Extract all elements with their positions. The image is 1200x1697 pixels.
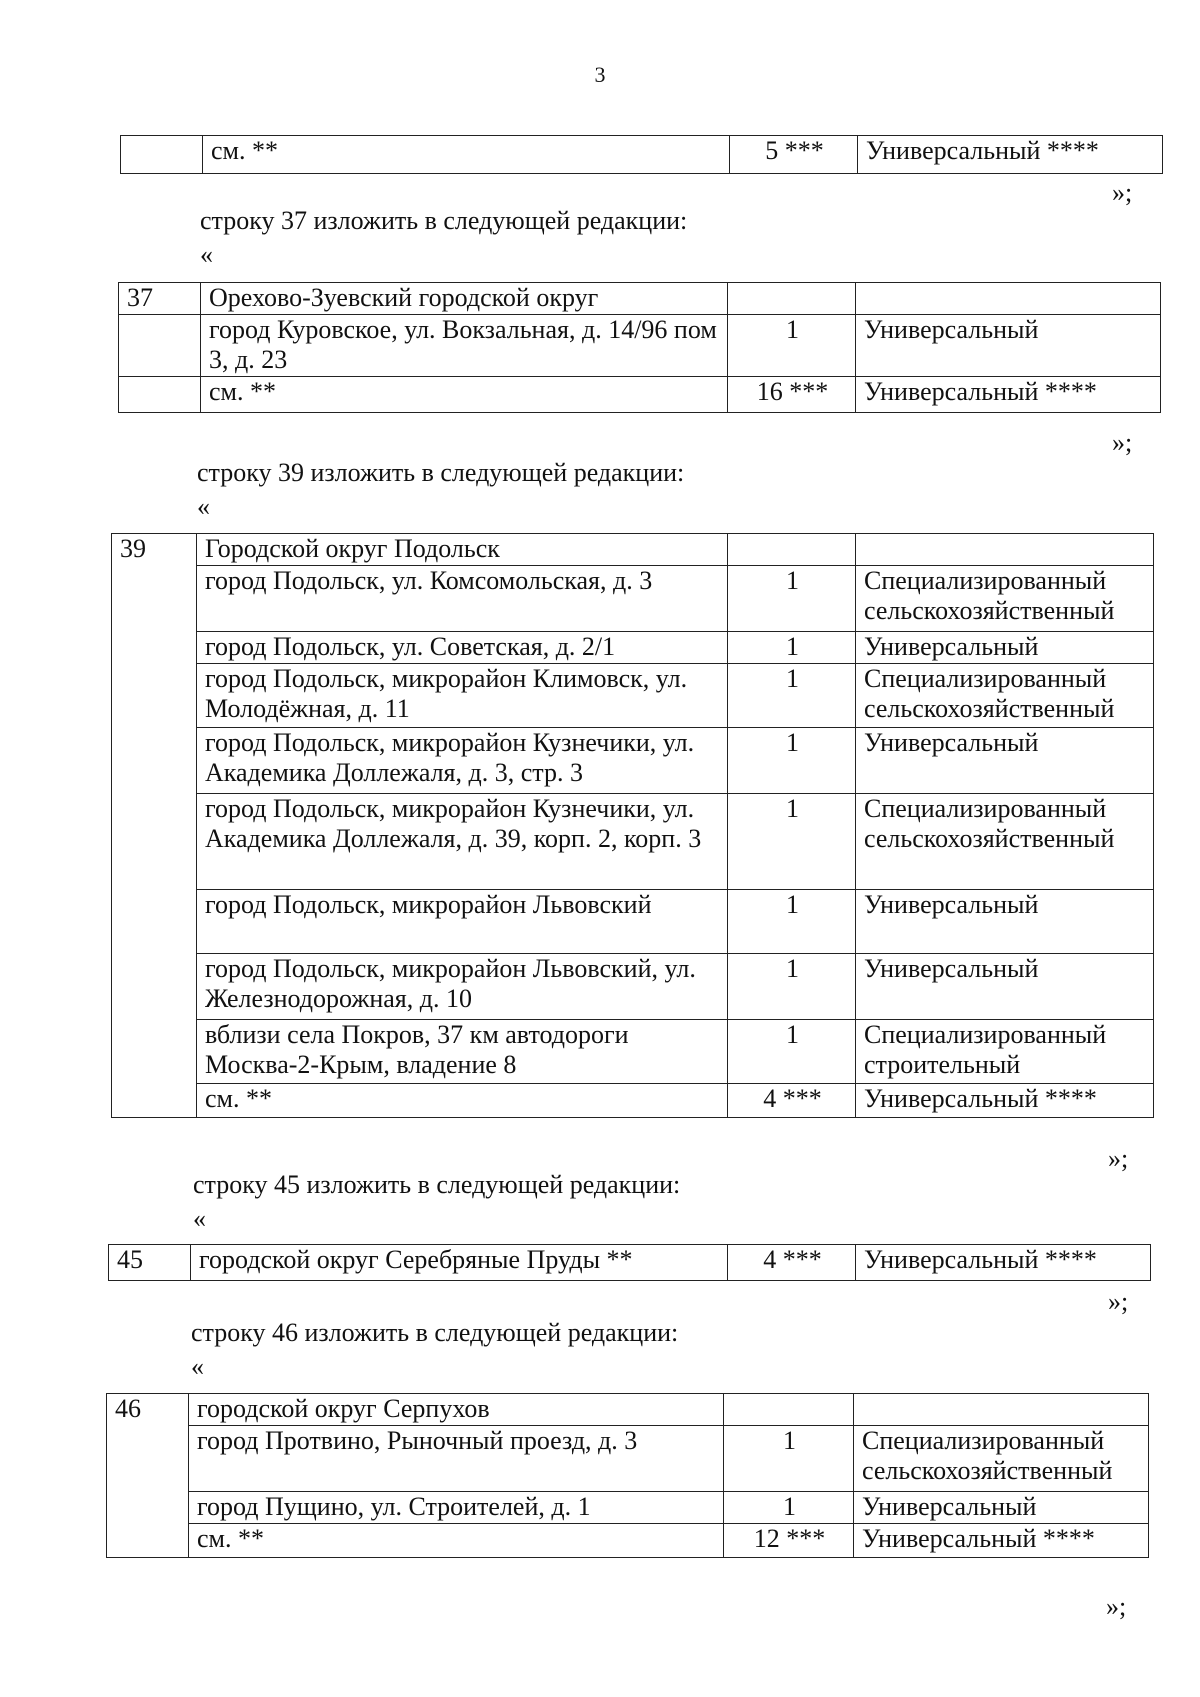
table-row	[119, 377, 1161, 413]
count-cell: 5 ***	[730, 136, 858, 174]
count-cell: 1	[728, 728, 856, 794]
table-row	[112, 534, 1154, 566]
count-cell: 4 ***	[728, 1084, 856, 1118]
table-row	[112, 664, 1154, 728]
count-cell: 1	[728, 632, 856, 664]
row-number: 45	[109, 1245, 191, 1281]
type-cell: Универсальный ****	[856, 1084, 1154, 1118]
row-number: 39	[112, 534, 197, 1118]
table-row	[107, 1426, 1149, 1492]
row-46-table	[106, 1393, 1149, 1558]
address-cell: город Подольск, микрорайон Кузнечики, ул. Академика Доллежаля, д. 3, стр. 3	[197, 728, 728, 794]
type-cell: Универсальный ****	[856, 377, 1161, 413]
instruction-text: строку 46 изложить в следующей редакции:	[191, 1318, 679, 1347]
address-cell: город Подольск, микрорайон Львовский, ул. Железнодорожная, д. 10	[197, 954, 728, 1020]
address-cell: город Пущино, ул. Строителей, д. 1	[189, 1492, 724, 1524]
address-cell: город Подольск, микрорайон Кузнечики, ул. Академика Доллежаля, д. 39, корп. 2, корп. 3	[197, 794, 728, 890]
type-cell: Универсальный	[854, 1492, 1149, 1524]
table-row	[107, 1394, 1149, 1426]
table-row	[121, 136, 1163, 174]
count-cell: 1	[728, 954, 856, 1020]
table-row	[112, 728, 1154, 794]
count-cell: 1	[724, 1426, 854, 1492]
type-cell: Специализированный сельскохозяйственный	[856, 794, 1154, 890]
opening-quote: «	[191, 1352, 204, 1381]
address-cell: вблизи села Покров, 37 км автодороги Москва-2-Крым, владение 8	[197, 1020, 728, 1084]
type-cell: Универсальный ****	[854, 1524, 1149, 1558]
table-row	[112, 794, 1154, 890]
row-37-table	[118, 282, 1161, 413]
count-cell: 1	[728, 315, 856, 377]
municipality-cell: Орехово-Зуевский городской округ	[201, 283, 728, 315]
type-cell: Универсальный	[856, 632, 1154, 664]
type-cell: Универсальный ****	[856, 1245, 1151, 1281]
address-cell: см. **	[201, 377, 728, 413]
count-cell: 1	[724, 1492, 854, 1524]
row-number: 37	[119, 283, 201, 315]
table-row	[112, 632, 1154, 664]
table-row	[107, 1524, 1149, 1558]
address-cell: см. **	[203, 136, 730, 174]
address-cell: город Подольск, ул. Комсомольская, д. 3	[197, 566, 728, 632]
address-cell: город Куровское, ул. Вокзальная, д. 14/96 пом 3, д. 23	[201, 315, 728, 377]
count-cell: 1	[728, 1020, 856, 1084]
instruction-text: строку 45 изложить в следующей редакции:	[193, 1170, 681, 1199]
count-cell: 16 ***	[728, 377, 856, 413]
table-row	[107, 1492, 1149, 1524]
table-row	[119, 315, 1161, 377]
opening-quote: «	[193, 1204, 206, 1233]
table-row	[112, 1020, 1154, 1084]
address-cell: город Подольск, микрорайон Львовский	[197, 890, 728, 954]
address-cell: город Подольск, микрорайон Климовск, ул. Молодёжная, д. 11	[197, 664, 728, 728]
row-number: 46	[107, 1394, 189, 1558]
instruction-text: строку 37 изложить в следующей редакции:	[200, 206, 688, 235]
closing-quote: »;	[1112, 428, 1133, 457]
row-39-table	[111, 533, 1154, 1118]
type-cell: Универсальный	[856, 890, 1154, 954]
table-row	[112, 1084, 1154, 1118]
municipality-cell: Городской округ Подольск	[197, 534, 728, 566]
count-cell: 1	[728, 566, 856, 632]
type-cell: Универсальный	[856, 315, 1161, 377]
opening-quote: «	[200, 240, 213, 269]
table-row	[119, 283, 1161, 315]
municipality-cell: городской округ Серебряные Пруды **	[191, 1245, 728, 1281]
instruction-text: строку 39 изложить в следующей редакции:	[197, 458, 685, 487]
continuation-table	[120, 135, 1163, 174]
type-cell: Специализированный сельскохозяйственный	[854, 1426, 1149, 1492]
type-cell: Специализированный сельскохозяйственный	[856, 566, 1154, 632]
closing-quote: »;	[1108, 1144, 1129, 1173]
count-cell: 1	[728, 890, 856, 954]
closing-quote: »;	[1108, 1287, 1129, 1316]
type-cell: Универсальный	[856, 954, 1154, 1020]
table-row	[112, 566, 1154, 632]
opening-quote: «	[197, 492, 210, 521]
address-cell: город Протвино, Рыночный проезд, д. 3	[189, 1426, 724, 1492]
count-cell: 1	[728, 664, 856, 728]
address-cell: см. **	[189, 1524, 724, 1558]
type-cell: Специализированный строительный	[856, 1020, 1154, 1084]
address-cell: город Подольск, ул. Советская, д. 2/1	[197, 632, 728, 664]
type-cell: Универсальный	[856, 728, 1154, 794]
row-45-table	[108, 1244, 1151, 1281]
address-cell: см. **	[197, 1084, 728, 1118]
closing-quote: »;	[1106, 1592, 1127, 1621]
closing-quote: »;	[1112, 178, 1133, 207]
type-cell: Универсальный ****	[858, 136, 1163, 174]
count-cell: 12 ***	[724, 1524, 854, 1558]
count-cell: 1	[728, 794, 856, 890]
type-cell: Специализированный сельскохозяйственный	[856, 664, 1154, 728]
page-number: 3	[594, 62, 606, 87]
table-row	[112, 890, 1154, 954]
municipality-cell: городской округ Серпухов	[189, 1394, 724, 1426]
table-row	[109, 1245, 1151, 1281]
count-cell: 4 ***	[728, 1245, 856, 1281]
table-row	[112, 954, 1154, 1020]
